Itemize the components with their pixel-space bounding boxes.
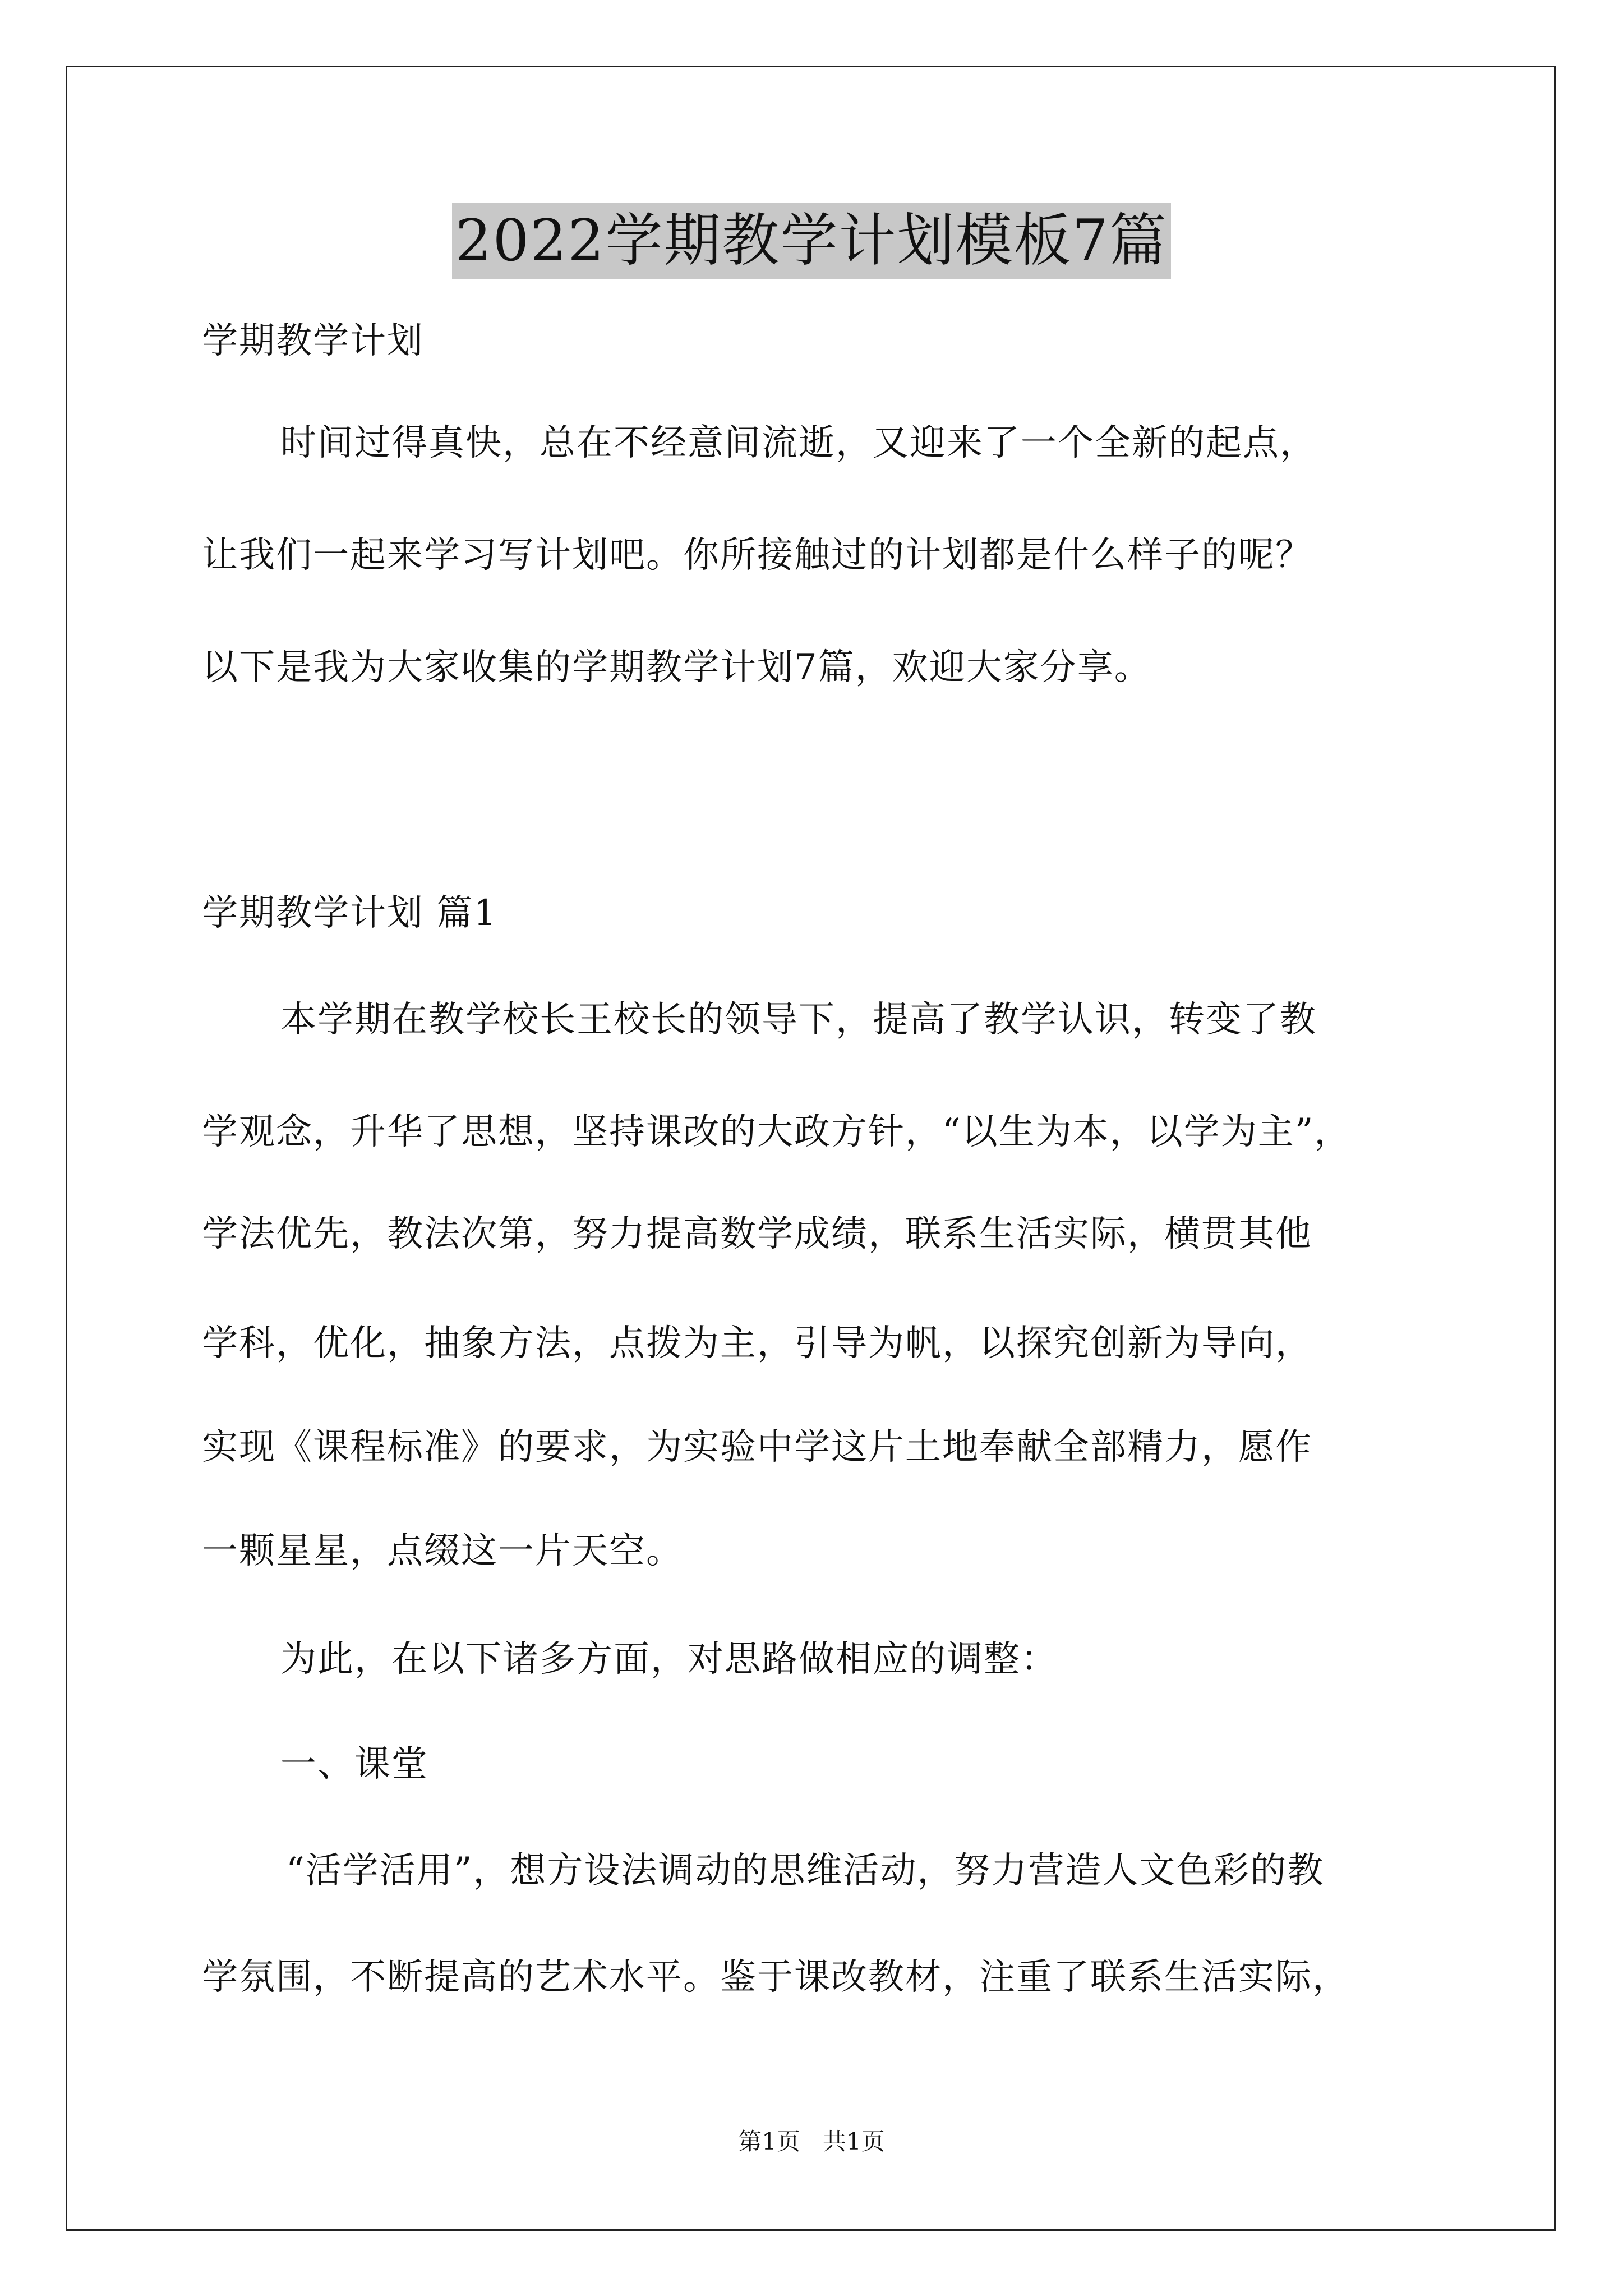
section-heading: 学期教学计划 (202, 320, 424, 362)
paragraph-line: 实现《课程标准》的要求，为实验中学这片土地奉献全部精力，愿作 (202, 1427, 1312, 1468)
paragraph-line: 学科，优化，抽象方法，点拨为主，引导为帆，以探究创新为导向， (202, 1323, 1312, 1364)
document-title: 2022学期教学计划模板7篇 (452, 203, 1171, 279)
paragraph-line: 学观念，升华了思想，坚持课改的大政方针，“以生为本，以学为主”， (202, 1111, 1352, 1153)
paragraph-line: 学法优先，教法次第，努力提高数学成绩，联系生活实际，横贯其他 (202, 1213, 1312, 1255)
page-number-footer: 第1页 共1页 (738, 2128, 885, 2155)
paragraph-line: 本学期在教学校长王校长的领导下，提高了教学认识，转变了教 (280, 999, 1317, 1041)
section-heading: 学期教学计划 篇1 (202, 892, 498, 934)
paragraph-line: 以下是我为大家收集的学期教学计划7篇，欢迎大家分享。 (202, 647, 1151, 688)
paragraph-line: 学氛围，不断提高的艺术水平。鉴于课改教材，注重了联系生活实际， (202, 1957, 1349, 1998)
paragraph-line: 让我们一起来学习写计划吧。你所接触过的计划都是什么样子的呢？ (202, 535, 1312, 576)
title-container (0, 203, 1623, 279)
paragraph-line: 时间过得真快，总在不经意间流逝，又迎来了一个全新的起点， (280, 422, 1317, 464)
paragraph-line: “活学活用”，想方设法调动的思维活动，努力营造人文色彩的教 (286, 1850, 1325, 1892)
subheading: 一、课堂 (280, 1743, 428, 1785)
paragraph-line: 为此，在以下诸多方面，对思路做相应的调整： (280, 1639, 1058, 1680)
paragraph-line: 一颗星星，点缀这一片天空。 (202, 1530, 683, 1572)
